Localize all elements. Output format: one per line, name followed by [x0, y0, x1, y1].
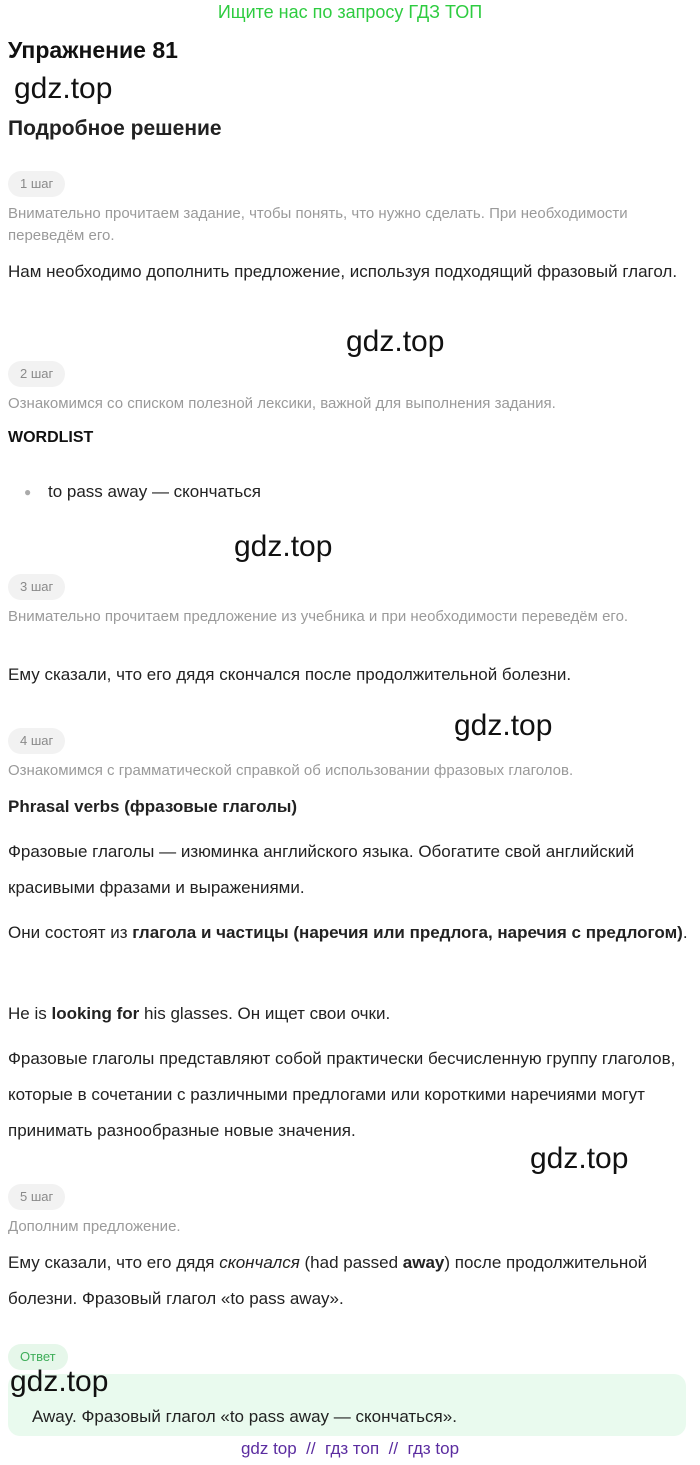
grammar-example: [8, 996, 692, 1032]
step-5-text: [8, 1245, 692, 1317]
grammar-paragraph-2: [8, 915, 692, 951]
example-bold: looking for: [51, 1004, 140, 1023]
step-3-text: Ему сказали, что его дядя скончался после продолжительной болезни.: [8, 665, 572, 684]
step-4-hint: Ознакомимся с грамматической справкой об использовании фразовых глаголов.: [8, 762, 574, 779]
example-end: his glasses. Он ищет свои очки.: [139, 1004, 391, 1023]
grammar-paragraph-1: Фразовые глаголы — изюминка английского языка. Обогатите свой английский красивыми фразами и выражениями.: [8, 842, 635, 897]
step-2-badge: 2 шаг: [8, 361, 65, 387]
watermark: gdz.top: [346, 325, 445, 358]
grammar-heading: Phrasal verbs (фразовые глаголы): [8, 797, 298, 816]
grammar-paragraph-2-bold: глагола и частицы (наречия или предлога, наречия с предлогом): [132, 923, 683, 942]
step-5-mid: (had passed: [299, 1253, 403, 1272]
step-1-text: Нам необходимо дополнить предложение, используя подходящий фразовый глагол.: [8, 262, 678, 281]
answer-badge: Ответ: [8, 1344, 68, 1370]
footer-links[interactable]: gdz top // гдз топ // гдз top: [240, 1439, 460, 1458]
step-5-hint: Дополним предложение.: [8, 1218, 181, 1235]
search-banner: Ищите нас по запросу ГДЗ ТОП: [217, 2, 483, 22]
grammar-paragraph-4: Фразовые глаголы представляют собой практически бесчисленную группу глаголов, которые в сочетании с различными предлогами или короткими наречиями могут принимать разнообразные новые значения.: [8, 1049, 676, 1140]
step-5-badge: 5 шаг: [8, 1184, 65, 1210]
watermark: gdz.top: [14, 72, 113, 105]
step-1-badge: 1 шаг: [8, 171, 65, 197]
grammar-paragraph-2-end: .: [682, 923, 688, 942]
step-5-italic: скончался: [219, 1253, 300, 1272]
wordlist-item: to pass away — скончаться: [48, 482, 261, 501]
step-5-end: ) после продолжительной болезни. Фразовый глагол «to pass away».: [8, 1253, 648, 1308]
solution-subtitle: Подробное решение: [8, 117, 222, 140]
exercise-title: Упражнение 81: [8, 37, 178, 63]
answer-text: Away. Фразовый глагол «to pass away — скончаться».: [32, 1407, 457, 1426]
step-3-hint: Внимательно прочитаем предложение из учебника и при необходимости переведём его.: [8, 608, 629, 625]
step-5-bold: away: [402, 1253, 445, 1272]
wordlist-heading: WORDLIST: [8, 429, 94, 446]
step-5-lead: Ему сказали, что его дядя: [8, 1253, 220, 1272]
watermark: gdz.top: [10, 1365, 109, 1398]
watermark: gdz.top: [454, 709, 553, 742]
step-2-hint: Ознакомимся со списком полезной лексики, важной для выполнения задания.: [8, 395, 556, 412]
grammar-paragraph-2-lead: Они состоят из: [8, 923, 133, 942]
step-1-hint: Внимательно прочитаем задание, чтобы понять, что нужно сделать. При необходимости переведём его.: [8, 205, 628, 244]
watermark: gdz.top: [234, 530, 333, 563]
step-3-badge: 3 шаг: [8, 574, 65, 600]
bullet-icon: ●: [24, 485, 32, 499]
step-4-badge: 4 шаг: [8, 728, 65, 754]
example-lead: He is: [8, 1004, 52, 1023]
watermark: gdz.top: [530, 1142, 629, 1175]
